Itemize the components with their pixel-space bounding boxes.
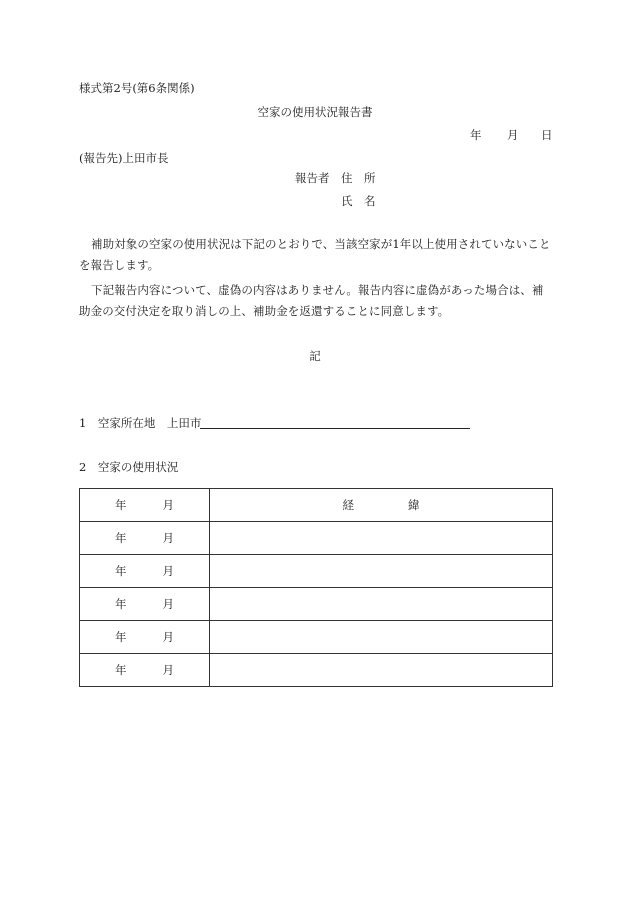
cell-history[interactable] <box>210 522 553 555</box>
cell-month: 月 <box>162 663 174 677</box>
ki-heading: 記 <box>309 349 321 363</box>
cell-year-month[interactable] <box>80 522 210 555</box>
header-history <box>210 489 553 522</box>
document-title: 空家の使用状況報告書 <box>257 105 373 119</box>
consent-paragraph: 下記報告内容について、虚偽の内容はありません。報告内容に虚偽があった場合は、補助金の交付決定を取り消しの上、補助金を返還することに同意します。 <box>79 283 544 318</box>
table-row <box>80 555 553 588</box>
usage-table <box>79 488 553 687</box>
date-month: 月 <box>507 128 519 142</box>
cell-history[interactable] <box>210 555 553 588</box>
cell-month: 月 <box>162 630 174 644</box>
addressee: (報告先)上田市長 <box>79 151 169 165</box>
item-usage-label: 2 空家の使用状況 <box>79 460 179 474</box>
cell-history[interactable] <box>210 621 553 654</box>
header-history-1: 経 <box>342 498 354 512</box>
table-row <box>80 588 553 621</box>
item-location-label: 1 空家所在地 上田市 <box>79 416 202 430</box>
report-paragraph: 補助対象の空家の使用状況は下記のとおりで、当該空家が1年以上使用されていないことを報告します。 <box>79 237 551 272</box>
address-input-line[interactable] <box>200 428 470 429</box>
cell-year: 年 <box>115 663 127 677</box>
header-month: 月 <box>162 498 174 512</box>
cell-month: 月 <box>162 564 174 578</box>
cell-year: 年 <box>115 564 127 578</box>
table-row <box>80 522 553 555</box>
reporter-address-label: 報告者 住 所 <box>295 171 376 185</box>
date-day: 日 <box>541 128 553 142</box>
cell-year-month[interactable] <box>80 621 210 654</box>
cell-year-month[interactable] <box>80 555 210 588</box>
cell-month: 月 <box>162 531 174 545</box>
header-history-2: 緯 <box>408 498 420 512</box>
cell-history[interactable] <box>210 588 553 621</box>
header-year-month <box>80 489 210 522</box>
table-row <box>80 621 553 654</box>
cell-history[interactable] <box>210 654 553 687</box>
date-year: 年 <box>470 128 482 142</box>
table-row <box>80 654 553 687</box>
cell-year: 年 <box>115 597 127 611</box>
reporter-name-label: 氏 名 <box>341 194 376 208</box>
cell-year: 年 <box>115 531 127 545</box>
table-header-row <box>80 489 553 522</box>
cell-year-month[interactable] <box>80 588 210 621</box>
cell-year-month[interactable] <box>80 654 210 687</box>
form-number: 様式第2号(第6条関係) <box>79 81 195 95</box>
cell-month: 月 <box>162 597 174 611</box>
header-year: 年 <box>115 498 127 512</box>
cell-year: 年 <box>115 630 127 644</box>
